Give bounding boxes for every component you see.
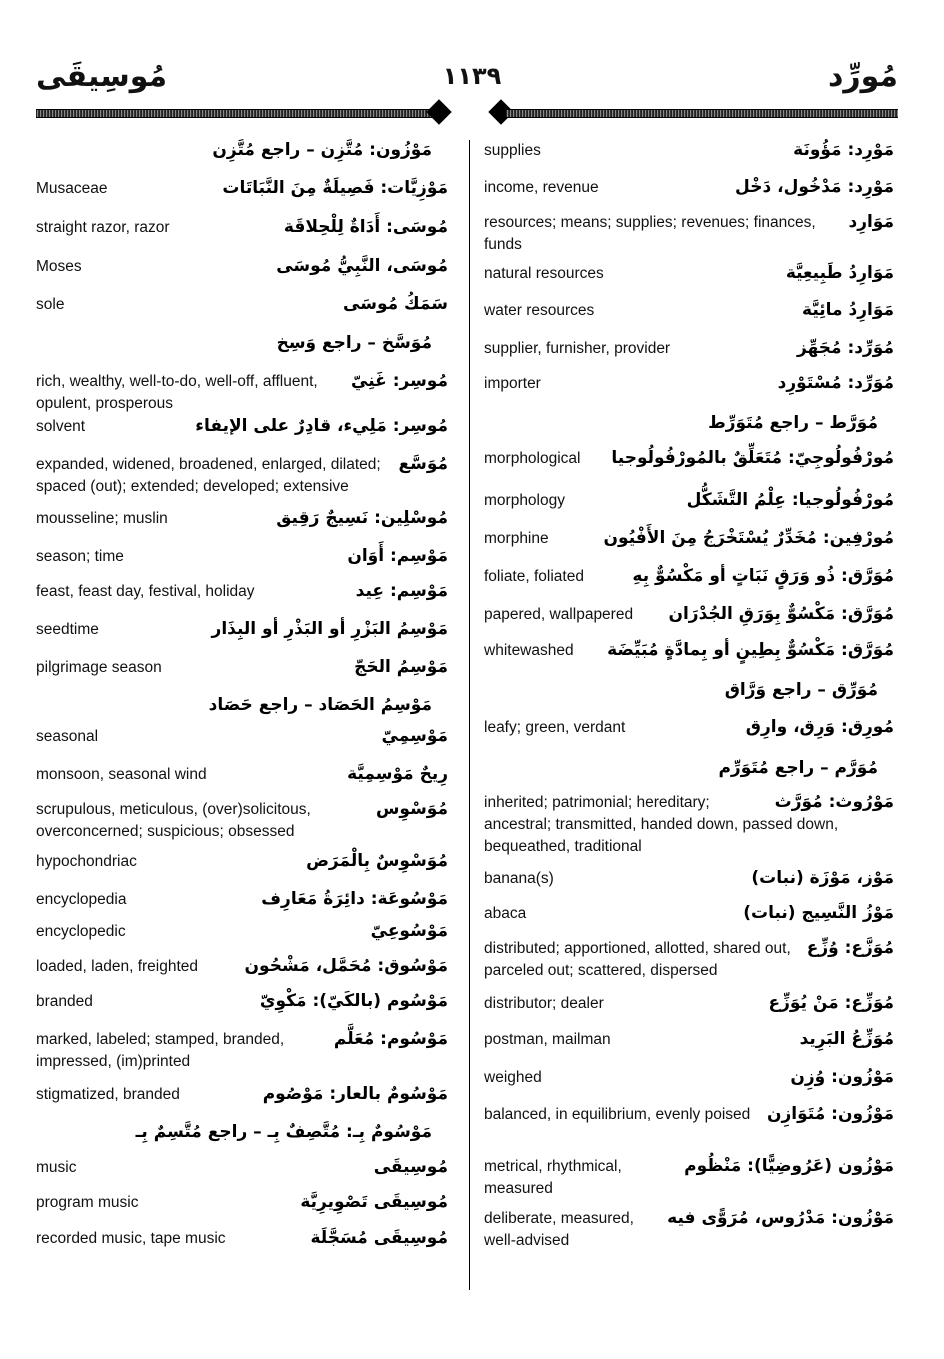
arabic-headword: مُوسِيقَى مُسَجَّلَة: [310, 1228, 448, 1248]
arabic-headword: مَوَارِدُ مائِيَّة: [802, 300, 894, 320]
english-translation: music: [36, 1159, 77, 1176]
english-translation: abaca: [484, 905, 527, 922]
dictionary-entry: [36, 991, 448, 1013]
arabic-headword: مُوَرِّق – راجع وَرَّاق: [724, 680, 878, 700]
english-translation: stigmatized, branded: [36, 1086, 180, 1103]
running-headword-right: مُورِّد: [827, 59, 898, 94]
english-translation: resources; means; supplies; revenues; finances, funds: [484, 214, 816, 253]
page-number: ١١٣٩: [442, 62, 502, 90]
arabic-headword: سَمَكُ مُوسَى: [343, 294, 448, 314]
english-translation: marked, labeled; stamped, branded, impressed, (im)printed: [36, 1031, 285, 1070]
arabic-headword: مُوَزِّع: مَنْ يُوَزِّع: [768, 993, 894, 1013]
english-translation: scrupulous, meticulous, (over)solicitous, overconcerned; suspicious; obsessed: [36, 801, 311, 840]
arabic-headword: مُوَسْوِسٌ بِالْمَرَض: [306, 851, 448, 871]
arabic-headword: مَوْزُون (عَرُوضِيًّا): مَنْظُوم: [684, 1156, 894, 1176]
dictionary-entry: [484, 140, 894, 162]
english-translation: income, revenue: [484, 179, 599, 196]
dictionary-entry: [484, 300, 894, 322]
dictionary-entry: [36, 508, 448, 530]
dictionary-entry: [36, 256, 448, 278]
header-rule-left: [36, 109, 434, 118]
dictionary-entry: [36, 1157, 448, 1179]
english-translation: seedtime: [36, 621, 99, 638]
arabic-headword: مُوَرَّم – راجع مُتَوَرِّم: [718, 758, 878, 778]
english-translation: morphine: [484, 530, 549, 547]
arabic-headword: مُورْفُولُوجيا: عِلْمُ التَّشَكُّل: [686, 490, 894, 510]
arabic-headword: مَوْسِم: أَوَان: [347, 546, 448, 566]
english-translation: water resources: [484, 302, 595, 319]
english-translation: natural resources: [484, 265, 604, 282]
dictionary-entry: [484, 993, 894, 1015]
english-translation: morphology: [484, 492, 565, 509]
arabic-headword: مُوسَى: أَدَاةٌ لِلْحِلاقَة: [283, 217, 448, 237]
dictionary-entry: [36, 454, 448, 498]
english-translation: rich, wealthy, well-to-do, well-off, affluent, opulent, prosperous: [36, 373, 318, 412]
dictionary-entry: [484, 640, 894, 662]
dictionary-entry: [484, 1067, 894, 1089]
arabic-headword: مَوْسُومٌ بِـ: مُتَّصِفٌ بِـ – راجع مُتَّسِمٌ بِـ: [135, 1122, 432, 1142]
dictionary-entry: [484, 903, 894, 925]
arabic-headword: مُوسَى، النَّبِيُّ مُوسَى: [276, 256, 448, 276]
arabic-headword: مُورْفِين: مُخَدِّرٌ يُسْتَخْرَجُ مِنَ الأَفْيُون: [603, 528, 894, 548]
arabic-headword: مُوَسَّخ – راجع وَسِخ: [276, 333, 432, 353]
english-translation: Moses: [36, 258, 82, 275]
dictionary-entry: [36, 546, 448, 568]
column-divider: [469, 140, 470, 1290]
english-translation: monsoon, seasonal wind: [36, 766, 207, 783]
dictionary-entry: [36, 1228, 448, 1250]
english-translation: feast, feast day, festival, holiday: [36, 583, 255, 600]
dictionary-entry: [36, 1192, 448, 1214]
english-translation: inherited; patrimonial; hereditary; ancestral; transmitted, handed down, passed down, bequeathed, traditional: [484, 794, 839, 855]
arabic-headword: مُوسْلِين: نَسِيجٌ رَقِيق: [276, 508, 448, 528]
english-translation: banana(s): [484, 870, 554, 887]
arabic-headword: مَوْزُون: وُزِن: [790, 1067, 894, 1087]
dictionary-entry: [36, 1122, 448, 1142]
arabic-headword: مَوْسِمِيّ: [381, 726, 448, 746]
dictionary-entry: [484, 177, 894, 199]
arabic-headword: مَوْز، مَوْزَة (نبات): [751, 868, 894, 888]
arabic-headword: مَوْسِمُ البَزْرِ أو البَذْرِ أو البِذَار: [211, 619, 448, 639]
arabic-headword: مُوَرِّد: مُجَهِّز: [797, 338, 894, 358]
header-rule-right: [506, 109, 898, 118]
arabic-headword: مُوَزَّع: وُزِّع: [806, 938, 894, 958]
arabic-headword: مُوَرَّط – راجع مُتَوَرِّط: [708, 413, 878, 433]
dictionary-entry: [484, 490, 894, 512]
dictionary-entry: [484, 758, 894, 778]
dictionary-entry: [36, 764, 448, 786]
dictionary-entry: [484, 263, 894, 285]
arabic-headword: مُوَسَّع: [398, 454, 448, 474]
dictionary-entry: [36, 581, 448, 603]
arabic-headword: مَوْزُون: مُتَوَازِن: [766, 1104, 894, 1124]
english-translation: balanced, in equilibrium, evenly poised: [484, 1106, 751, 1123]
arabic-headword: مُوَرِّد: مُسْتَوْرِد: [777, 373, 894, 393]
arabic-headword: مَوْسُوعِيّ: [370, 921, 448, 941]
arabic-headword: مَوْسِم: عِيد: [355, 581, 448, 601]
english-translation: weighed: [484, 1069, 542, 1086]
header-diamond-left: [426, 99, 451, 124]
arabic-headword: مُوَسْوِس: [375, 799, 448, 819]
dictionary-entry: [36, 921, 448, 943]
arabic-headword: مَوَارِدُ طَبِيعِيَّة: [785, 263, 894, 283]
arabic-headword: مَوْزُون: مُتَّزِن – راجع مُتَّزِن: [212, 140, 432, 160]
dictionary-entry: [484, 528, 894, 550]
arabic-headword: مَوَارِد: [848, 212, 894, 232]
english-translation: sole: [36, 296, 65, 313]
dictionary-entry: [36, 371, 448, 415]
english-translation: supplier, furnisher, provider: [484, 340, 671, 357]
dictionary-entry: [484, 448, 894, 470]
english-translation: program music: [36, 1194, 139, 1211]
dictionary-entry: [36, 726, 448, 748]
arabic-headword: مَوْسِمُ الحَصَاد – راجع حَصَاد: [208, 695, 432, 715]
dictionary-entry: [36, 1084, 448, 1106]
english-translation: papered, wallpapered: [484, 606, 634, 623]
arabic-headword: مُورِق: وَرِق، وارِق: [745, 717, 894, 737]
dictionary-entry: [484, 212, 894, 256]
dictionary-entry: [484, 717, 894, 739]
arabic-headword: مُوسِيقَى تَصْوِيرِيَّة: [300, 1192, 448, 1212]
dictionary-entry: [36, 333, 448, 353]
english-translation: loaded, laden, freighted: [36, 958, 199, 975]
english-translation: distributed; apportioned, allotted, shared out, parceled out; scattered, dispersed: [484, 940, 791, 979]
dictionary-entry: [36, 619, 448, 641]
running-headword-left: مُوسِيقَى: [36, 59, 168, 94]
dictionary-entry: [36, 695, 448, 715]
dictionary-entry: [484, 1208, 894, 1252]
arabic-headword: مَوْسُوق: مُحَمَّل، مَشْحُون: [244, 956, 448, 976]
english-translation: branded: [36, 993, 93, 1010]
english-translation: expanded, widened, broadened, enlarged, dilated; spaced (out); extended; developed; extensive: [36, 456, 381, 495]
english-translation: mousseline; muslin: [36, 510, 168, 527]
dictionary-entry: [484, 1029, 894, 1051]
arabic-headword: مُوَزِّعُ البَرِيد: [799, 1029, 894, 1049]
dictionary-entry: [36, 956, 448, 978]
dictionary-entry: [484, 566, 894, 588]
dictionary-entry: [484, 1104, 894, 1126]
english-translation: recorded music, tape music: [36, 1230, 226, 1247]
dictionary-entry: [36, 657, 448, 679]
dictionary-entry: [484, 413, 894, 433]
dictionary-entry: [36, 851, 448, 873]
arabic-headword: رِيحٌ مَوْسِمِيَّة: [347, 764, 448, 784]
english-translation: foliate, foliated: [484, 568, 584, 585]
dictionary-entry: [36, 799, 448, 843]
arabic-headword: مَوْزِيَّات: فَصِيلَةٌ مِنَ النَّبَاتَات: [222, 178, 448, 198]
english-translation: seasonal: [36, 728, 99, 745]
dictionary-entry: [36, 178, 448, 200]
dictionary-entry: [484, 868, 894, 890]
english-translation: Musaceae: [36, 180, 108, 197]
english-translation: importer: [484, 375, 541, 392]
dictionary-entry: [36, 416, 448, 438]
english-translation: hypochondriac: [36, 853, 137, 870]
english-translation: whitewashed: [484, 642, 574, 659]
english-translation: supplies: [484, 142, 541, 159]
arabic-headword: مُوَرَّق: ذُو وَرَقٍ نَبَاتٍ أو مَكْسُوٌّ بِهِ: [632, 566, 894, 586]
english-translation: encyclopedic: [36, 923, 126, 940]
english-translation: deliberate, measured, well-advised: [484, 1210, 634, 1249]
dictionary-entry: [484, 1156, 894, 1200]
arabic-headword: مَوْسُوم (بالكَيّ): مَكْوِيّ: [259, 991, 448, 1011]
arabic-headword: مُوسِيقَى: [373, 1157, 448, 1177]
arabic-headword: مَوْسِمُ الحَجّ: [354, 657, 448, 677]
dictionary-entry: [36, 294, 448, 316]
dictionary-entry: [36, 217, 448, 239]
english-translation: distributor; dealer: [484, 995, 604, 1012]
arabic-headword: مُوسِر: غَنِيّ: [351, 371, 448, 391]
english-translation: morphological: [484, 450, 581, 467]
english-translation: season; time: [36, 548, 124, 565]
arabic-headword: مَوْرِد: مَدْخُول، دَخْل: [735, 177, 894, 197]
english-translation: metrical, rhythmical, measured: [484, 1158, 622, 1197]
arabic-headword: مَوْزُون: مَدْرُوس، مُرَوًّى فيه: [667, 1208, 894, 1228]
arabic-headword: مُوَرَّق: مَكْسُوٌّ بِطِينٍ أو بِمادَّةٍ مُبَيِّضَة: [607, 640, 894, 660]
dictionary-entry: [36, 140, 448, 160]
english-translation: encyclopedia: [36, 891, 127, 908]
english-translation: solvent: [36, 418, 86, 435]
english-translation: postman, mailman: [484, 1031, 611, 1048]
english-translation: pilgrimage season: [36, 659, 162, 676]
english-translation: straight razor, razor: [36, 219, 170, 236]
dictionary-entry: [484, 938, 894, 982]
dictionary-entry: [484, 373, 894, 395]
arabic-headword: مُوَرَّق: مَكْسُوٌّ بِوَرَقِ الجُدْرَان: [668, 604, 894, 624]
arabic-headword: مَوْرُوث: مُوَرَّث: [774, 792, 894, 812]
dictionary-entry: [484, 604, 894, 626]
english-translation: leafy; green, verdant: [484, 719, 626, 736]
arabic-headword: مَوْسُومٌ بالعار: مَوْصُوم: [262, 1084, 448, 1104]
dictionary-entry: [36, 1029, 448, 1073]
arabic-headword: مَوْسُوم: مُعَلَّم: [333, 1029, 448, 1049]
dictionary-entry: [484, 338, 894, 360]
arabic-headword: مُورْفُولُوجِيّ: مُتَعَلِّقٌ بالمُورْفُولُوجيا: [611, 448, 894, 468]
arabic-headword: مَوْزُ النَّسِيج (نبات): [743, 903, 894, 923]
arabic-headword: مَوْسُوعَة: دائِرَةُ مَعَارِف: [261, 889, 448, 909]
arabic-headword: مَوْرِد: مَؤُونَة: [793, 140, 894, 160]
dictionary-entry: [36, 889, 448, 911]
dictionary-entry: [484, 792, 894, 858]
dictionary-entry: [484, 680, 894, 700]
arabic-headword: مُوسِر: مَلِيء، قادِرٌ على الإيفاء: [195, 416, 448, 436]
